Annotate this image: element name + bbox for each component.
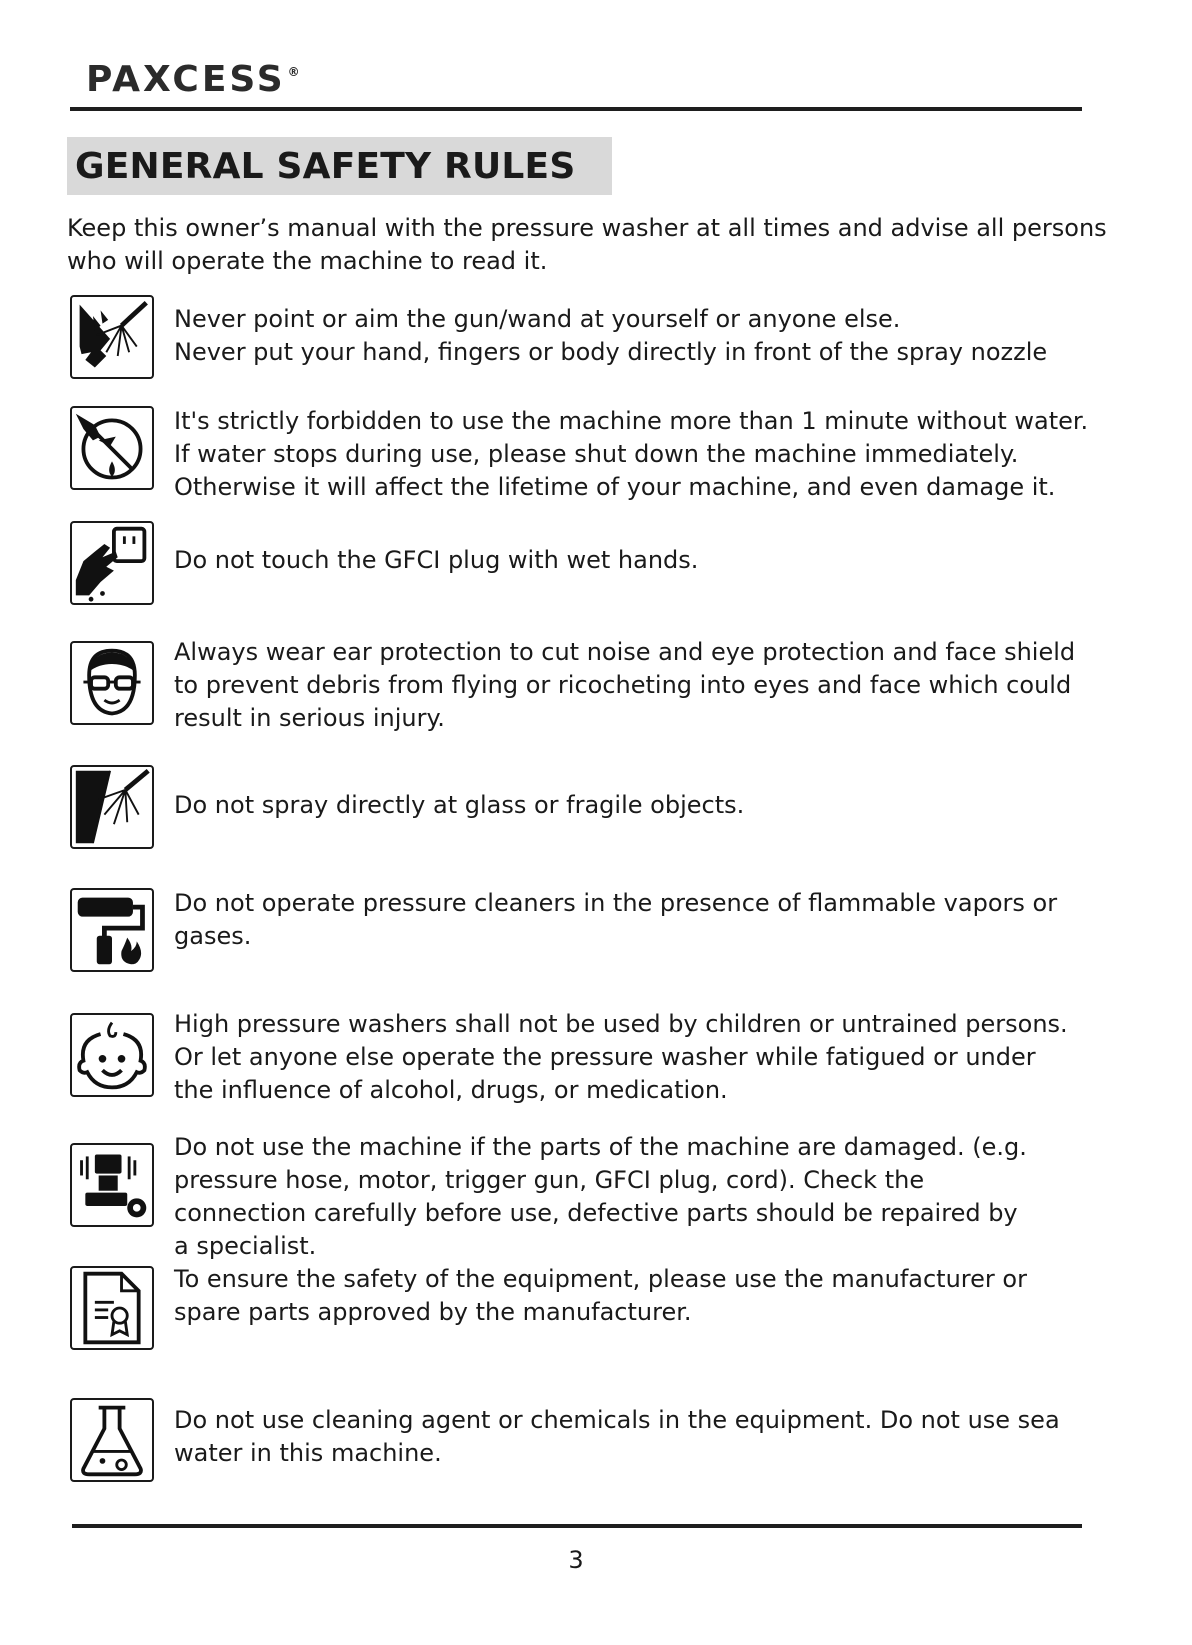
- rule-line: Always wear ear protection to cut noise and eye protection and face shield: [174, 638, 1076, 666]
- rule-line: Do not spray directly at glass or fragile objects.: [174, 791, 745, 819]
- intro-line: Keep this owner’s manual with the pressure washer at all times and advise all persons: [67, 214, 1107, 242]
- spray-at-hand-icon: [70, 295, 154, 379]
- rule-line: spare parts approved by the manufacturer.: [174, 1298, 692, 1326]
- page-number: 3: [568, 1546, 584, 1574]
- rule-line: result in serious injury.: [174, 704, 445, 732]
- section-title: GENERAL SAFETY RULES: [75, 145, 576, 187]
- section-title-box: [67, 137, 612, 195]
- rule-line: to prevent debris from flying or ricocheting into eyes and face which could: [174, 671, 1072, 699]
- rule-line: Do not touch the GFCI plug with wet hands.: [174, 546, 699, 574]
- intro-line: who will operate the machine to read it.: [67, 247, 548, 275]
- rule-line: Never point or aim the gun/wand at yourself or anyone else.: [174, 305, 901, 333]
- rule-line: Or let anyone else operate the pressure washer while fatigued or under: [174, 1043, 1036, 1071]
- goggles-face-icon: [70, 641, 154, 725]
- rule-line: pressure hose, motor, trigger gun, GFCI plug, cord). Check the: [174, 1166, 925, 1194]
- rule-line: water in this machine.: [174, 1439, 442, 1467]
- rule-line: connection carefully before use, defective parts should be repaired by: [174, 1199, 1018, 1227]
- rule-line: To ensure the safety of the equipment, please use the manufacturer or: [174, 1265, 1027, 1293]
- rule-line: Do not use cleaning agent or chemicals in the equipment. Do not use sea: [174, 1406, 1060, 1434]
- wet-hand-plug-icon: [70, 521, 154, 605]
- rule-line: Never put your hand, fingers or body directly in front of the spray nozzle: [174, 338, 1048, 366]
- certified-document-icon: [70, 1266, 154, 1350]
- glass-spray-icon: [70, 765, 154, 849]
- flammable-roller-icon: [70, 888, 154, 972]
- rule-line: Do not use the machine if the parts of the machine are damaged. (e.g.: [174, 1133, 1027, 1161]
- registered-mark: ®: [287, 65, 303, 79]
- rule-line: Otherwise it will affect the lifetime of your machine, and even damage it.: [174, 473, 1056, 501]
- rule-line: the influence of alcohol, drugs, or medication.: [174, 1076, 728, 1104]
- rule-line: gases.: [174, 922, 252, 950]
- intro-paragraph: [67, 212, 1107, 278]
- rule-line: Do not operate pressure cleaners in the presence of flammable vapors or: [174, 889, 1058, 917]
- rule-line: If water stops during use, please shut down the machine immediately.: [174, 440, 1019, 468]
- brand-logo: [86, 59, 303, 100]
- damaged-parts-robot-icon: [70, 1143, 154, 1227]
- no-dry-run-icon: [70, 406, 154, 490]
- brand-name: PAXCESS: [86, 59, 286, 100]
- footer-divider: [72, 1524, 1082, 1528]
- header-divider: [70, 107, 1082, 111]
- child-face-icon: [70, 1013, 154, 1097]
- rule-line: High pressure washers shall not be used by children or untrained persons.: [174, 1010, 1068, 1038]
- rule-line: It's strictly forbidden to use the machine more than 1 minute without water.: [174, 407, 1089, 435]
- rule-line: a specialist.: [174, 1232, 317, 1260]
- chemical-flask-icon: [70, 1398, 154, 1482]
